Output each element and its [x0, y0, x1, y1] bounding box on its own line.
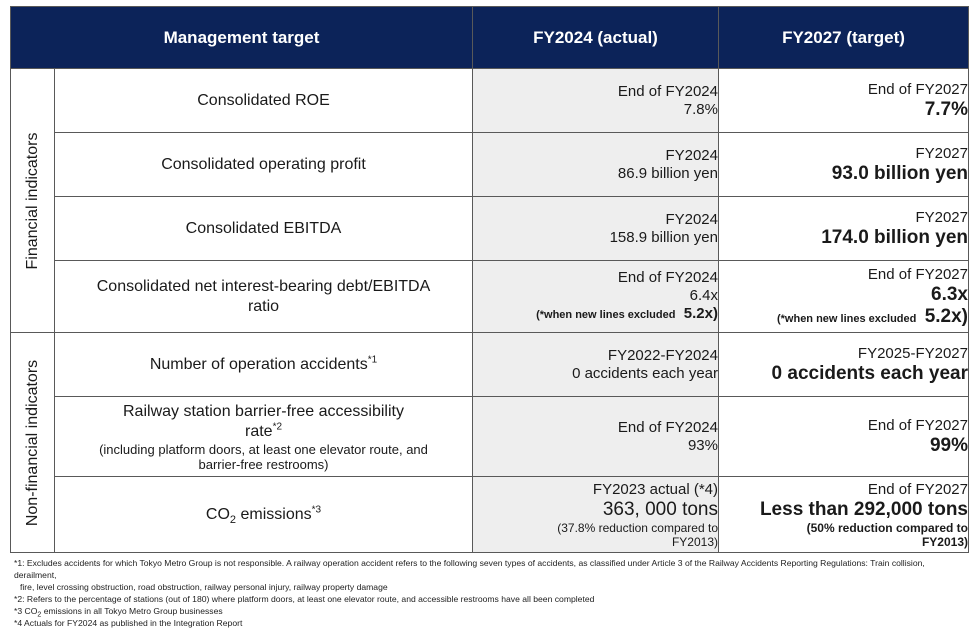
barrier-label-line4: barrier-free restrooms) — [198, 456, 329, 472]
header-fy2027-target: FY2027 (target) — [719, 7, 969, 69]
target-accidents-period: FY2025-FY2027 — [857, 344, 968, 362]
actual-accidents-period: FY2022-FY2024 — [607, 346, 718, 364]
actual-roe-period: End of FY2024 — [617, 82, 718, 100]
target-co2-note1: (50% reduction compared to — [806, 520, 968, 535]
group-financial-indicators — [11, 69, 55, 333]
table-header-row — [11, 7, 969, 69]
actual-ebitda-period: FY2024 — [665, 210, 718, 228]
actual-barrier-free — [473, 397, 719, 477]
footnote-3: *3 $CO_2$ emissions in all Tokyo Metro Group businesses — [14, 606, 223, 619]
actual-co2-note2: FY2013) — [671, 534, 718, 549]
actual-debt-period: End of FY2024 — [617, 269, 718, 286]
table-row-roe — [11, 69, 969, 133]
table-row-accidents — [11, 333, 969, 397]
actual-op-period: FY2024 — [665, 146, 718, 164]
barrier-label-line3: (including platform doors, at least one elevator route, and — [99, 441, 428, 457]
target-debt-ebitda — [719, 261, 969, 333]
table-row-co2 — [11, 477, 969, 553]
footnote-1b: fire, level crossing obstruction, road obstruction, railway personal injury, railway property damage — [20, 582, 388, 592]
target-co2 — [719, 477, 969, 553]
debt-label-line2: ratio — [247, 297, 280, 315]
actual-debt-value: 6.4x — [689, 287, 718, 304]
target-roe — [719, 69, 969, 133]
table-row-ebitda — [11, 197, 969, 261]
target-debt-period: End of FY2027 — [867, 265, 968, 283]
target-op-period: FY2027 — [915, 144, 968, 162]
target-barrier-free — [719, 397, 969, 477]
target-label-barrier-free: Railway station barrier-free accessibility rate$^{*2}$ (including platform doors, at least one elevator route, and barrier-free restrooms) — [55, 397, 473, 477]
actual-ebitda — [473, 197, 719, 261]
target-label-ebitda: Consolidated EBITDA — [55, 197, 473, 261]
footnote-1a: *1: Excludes accidents for which Tokyo Metro Group is not responsible. A railway operation accident refers to the following seven types of accidents, as classified under Article 3 of the Railway Accidents Reporting Regulations: Train collision, derailment, — [14, 558, 925, 580]
actual-barrier-value: 93% — [687, 436, 718, 454]
actual-debt-ebitda — [473, 261, 719, 333]
actual-roe-value: 7.8% — [683, 100, 718, 118]
actual-co2 — [473, 477, 719, 553]
target-co2-value: Less than 292,000 tons — [759, 498, 968, 520]
management-targets-table — [10, 6, 969, 553]
target-barrier-value: 99% — [929, 434, 968, 456]
actual-ebitda-value: 158.9 billion yen — [609, 228, 718, 246]
barrier-label-line2: rate — [244, 422, 273, 440]
target-co2-period: End of FY2027 — [867, 480, 968, 498]
table-row-barrier-free — [11, 397, 969, 477]
group-label-nonfinancial: Non-financial indicators — [23, 359, 41, 526]
target-co2-note2: FY2013) — [921, 534, 968, 549]
actual-co2-period: FY2023 actual (*4) — [592, 480, 718, 498]
debt-label-line1: Consolidated net interest-bearing debt/EBITDA — [96, 277, 431, 295]
group-label-financial: Financial indicators — [23, 132, 41, 269]
actual-barrier-period: End of FY2024 — [617, 418, 718, 436]
group-nonfinancial-indicators — [11, 333, 55, 553]
actual-operating-profit — [473, 133, 719, 197]
actual-accidents-value: 0 accidents each year — [572, 364, 718, 382]
footnotes — [14, 557, 969, 629]
target-ebitda — [719, 197, 969, 261]
target-op-value: 93.0 billion yen — [831, 162, 968, 184]
actual-debt-note: (*when new lines excluded 5.2x) — [536, 305, 718, 322]
target-label-debt-ebitda — [55, 261, 473, 333]
target-label-operating-profit: Consolidated operating profit — [55, 133, 473, 197]
header-management-target: Management target — [11, 7, 473, 69]
target-label-accidents: Number of operation accidents$^{*1}$ — [55, 333, 473, 397]
target-roe-period: End of FY2027 — [867, 80, 968, 98]
footnote-4: *4 Actuals for FY2024 as published in the Integration Report — [14, 618, 243, 628]
table-row-operating-profit — [11, 133, 969, 197]
target-roe-value: 7.7% — [924, 98, 968, 120]
actual-co2-note1: (37.8% reduction compared to — [557, 520, 718, 535]
target-ebitda-value: 174.0 billion yen — [821, 226, 968, 248]
target-label-roe: Consolidated ROE — [55, 69, 473, 133]
actual-accidents — [473, 333, 719, 397]
target-accidents-value: 0 accidents each year — [771, 362, 968, 384]
actual-co2-value: 363, 000 tons — [602, 498, 718, 520]
target-debt-note: (*when new lines excluded 5.2x) — [776, 305, 968, 327]
target-barrier-period: End of FY2027 — [867, 416, 968, 434]
actual-op-value: 86.9 billion yen — [617, 164, 718, 182]
target-ebitda-period: FY2027 — [915, 208, 968, 226]
actual-roe — [473, 69, 719, 133]
target-debt-value: 6.3x — [931, 283, 968, 305]
target-accidents — [719, 333, 969, 397]
header-fy2024-actual: FY2024 (actual) — [473, 7, 719, 69]
target-label-co2: $CO_2$ emissions$^{*3}$ — [55, 477, 473, 553]
target-operating-profit — [719, 133, 969, 197]
barrier-label-line1: Railway station barrier-free accessibility — [123, 402, 404, 420]
table-row-debt-ebitda — [11, 261, 969, 333]
footnote-2: *2: Refers to the percentage of stations (out of 180) where platform doors, at least one elevator route, and accessible restrooms have all been completed — [14, 594, 595, 604]
